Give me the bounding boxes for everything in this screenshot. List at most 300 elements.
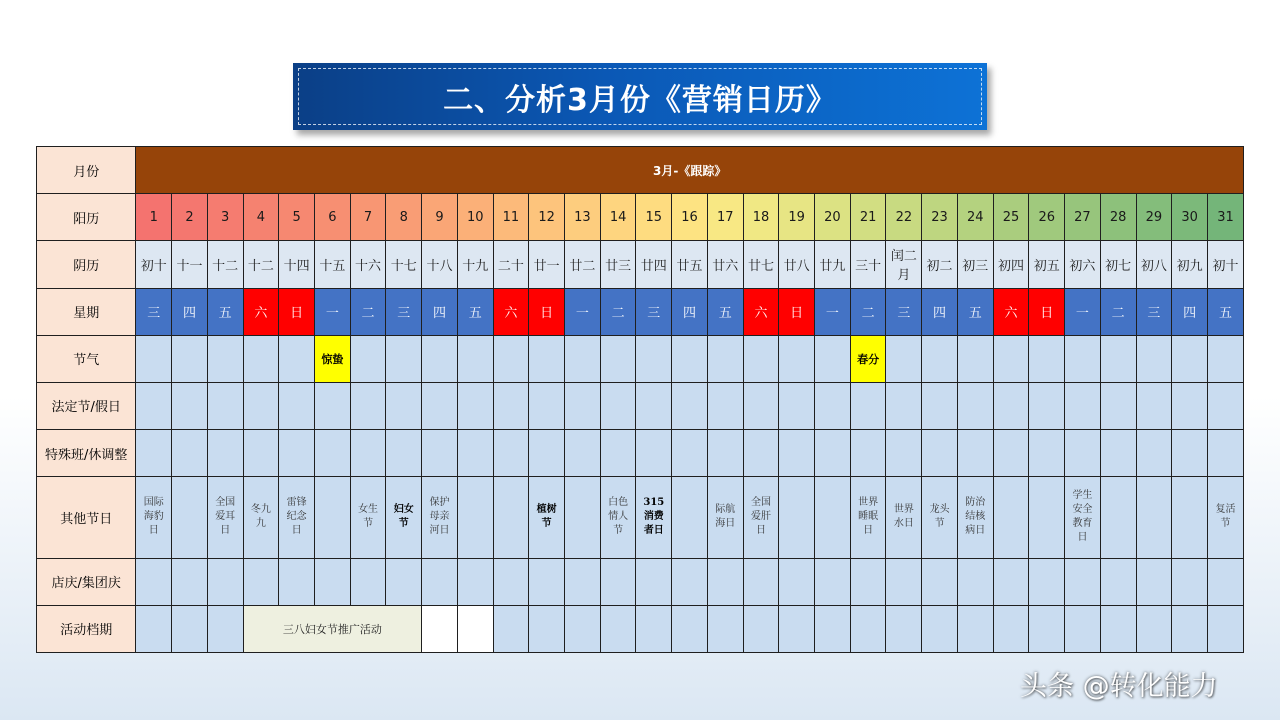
marketing-calendar-table (36, 146, 1244, 653)
festival-label: 防治结核病日 (965, 497, 986, 537)
festival-label: 全国爱肝日 (750, 497, 771, 537)
solar-term-cell (636, 335, 672, 382)
festival-cell (386, 477, 422, 558)
campaign-cell (1136, 605, 1172, 652)
row-label-other-festivals: 其他节日 (37, 477, 136, 558)
festival-cell (314, 477, 350, 558)
festival-label: 冬九九 (250, 504, 271, 530)
solar-date-cell: 22 (886, 194, 922, 241)
holiday-cell (207, 382, 243, 429)
campaign-cell (636, 605, 672, 652)
holiday-cell (457, 382, 493, 429)
workday-cell (922, 430, 958, 477)
festival-cell (993, 477, 1029, 558)
festival-label: 全国爱耳日 (215, 497, 236, 537)
row-weekday (37, 288, 1244, 335)
anniversary-cell (1136, 558, 1172, 605)
festival-cell (172, 477, 208, 558)
weekday-cell: 六 (243, 288, 279, 335)
lunar-date-cell: 初四 (993, 241, 1029, 288)
campaign-cell (707, 605, 743, 652)
title-banner (293, 63, 987, 130)
holiday-cell (243, 382, 279, 429)
campaign-cell (207, 605, 243, 652)
anniversary-cell (422, 558, 458, 605)
anniversary-cell (850, 558, 886, 605)
festival-label: 世界睡眠日 (858, 497, 879, 537)
solar-term-cell (136, 335, 172, 382)
row-month (37, 147, 1244, 194)
holiday-cell (815, 382, 851, 429)
solar-date-cell: 28 (1100, 194, 1136, 241)
festival-label: 世界水日 (893, 504, 914, 530)
workday-cell (850, 430, 886, 477)
solar-date-cell: 17 (707, 194, 743, 241)
lunar-date-cell: 十八 (422, 241, 458, 288)
holiday-cell (1100, 382, 1136, 429)
campaign-cell (957, 605, 993, 652)
campaign-cell (922, 605, 958, 652)
anniversary-cell (207, 558, 243, 605)
solar-term-cell (1172, 335, 1208, 382)
solar-date-cell: 1 (136, 194, 172, 241)
lunar-date-cell: 廿二 (565, 241, 601, 288)
workday-cell (957, 430, 993, 477)
campaign-cell (672, 605, 708, 652)
lunar-date-cell: 初六 (1065, 241, 1101, 288)
holiday-cell (886, 382, 922, 429)
row-label-campaign: 活动档期 (37, 605, 136, 652)
weekday-cell: 四 (922, 288, 958, 335)
weekday-cell: 二 (850, 288, 886, 335)
solar-date-cell: 11 (493, 194, 529, 241)
festival-cell (707, 477, 743, 558)
weekday-cell: 一 (314, 288, 350, 335)
workday-cell (815, 430, 851, 477)
row-label-solar-term: 节气 (37, 335, 136, 382)
weekday-cell: 五 (707, 288, 743, 335)
anniversary-cell (279, 558, 315, 605)
weekday-cell: 五 (1207, 288, 1243, 335)
row-campaign (37, 605, 1244, 652)
solar-term-cell (350, 335, 386, 382)
festival-cell (957, 477, 993, 558)
festival-cell (1207, 477, 1243, 558)
solar-date-cell: 15 (636, 194, 672, 241)
solar-date-cell: 24 (957, 194, 993, 241)
campaign-cell (993, 605, 1029, 652)
workday-cell (707, 430, 743, 477)
festival-cell (636, 477, 672, 558)
weekday-cell: 四 (172, 288, 208, 335)
festival-label: 植树节 (536, 504, 557, 530)
anniversary-cell (314, 558, 350, 605)
festival-cell (422, 477, 458, 558)
anniversary-cell (815, 558, 851, 605)
lunar-date-cell: 十一 (172, 241, 208, 288)
solar-date-cell: 6 (314, 194, 350, 241)
anniversary-cell (1065, 558, 1101, 605)
festival-cell (279, 477, 315, 558)
campaign-cell (815, 605, 851, 652)
lunar-date-cell: 十九 (457, 241, 493, 288)
lunar-date-cell: 廿九 (815, 241, 851, 288)
solar-term-cell (922, 335, 958, 382)
anniversary-cell (1172, 558, 1208, 605)
workday-cell (1207, 430, 1243, 477)
campaign-cell (1100, 605, 1136, 652)
lunar-date-cell: 廿一 (529, 241, 565, 288)
holiday-cell (993, 382, 1029, 429)
workday-cell (600, 430, 636, 477)
campaign-cell (422, 605, 458, 652)
festival-cell (207, 477, 243, 558)
row-workday (37, 430, 1244, 477)
weekday-cell: 一 (565, 288, 601, 335)
workday-cell (636, 430, 672, 477)
anniversary-cell (922, 558, 958, 605)
solar-date-cell: 7 (350, 194, 386, 241)
workday-cell (207, 430, 243, 477)
anniversary-cell (529, 558, 565, 605)
anniversary-cell (457, 558, 493, 605)
weekday-cell: 六 (493, 288, 529, 335)
solar-date-cell: 21 (850, 194, 886, 241)
solar-term-cell (207, 335, 243, 382)
solar-term-cell: 惊蛰 (314, 335, 350, 382)
holiday-cell (1029, 382, 1065, 429)
holiday-cell (565, 382, 601, 429)
workday-cell (314, 430, 350, 477)
anniversary-cell (886, 558, 922, 605)
workday-cell (172, 430, 208, 477)
anniversary-cell (672, 558, 708, 605)
weekday-cell: 一 (815, 288, 851, 335)
workday-cell (386, 430, 422, 477)
holiday-cell (743, 382, 779, 429)
festival-cell (600, 477, 636, 558)
holiday-cell (529, 382, 565, 429)
anniversary-cell (1029, 558, 1065, 605)
lunar-date-cell: 廿三 (600, 241, 636, 288)
workday-cell (350, 430, 386, 477)
row-label-weekday: 星期 (37, 288, 136, 335)
holiday-cell (350, 382, 386, 429)
solar-term-cell (600, 335, 636, 382)
festival-cell (672, 477, 708, 558)
festival-cell (1136, 477, 1172, 558)
solar-date-cell: 2 (172, 194, 208, 241)
anniversary-cell (1100, 558, 1136, 605)
anniversary-cell (600, 558, 636, 605)
row-other-festivals (37, 477, 1244, 558)
campaign-cell (886, 605, 922, 652)
weekday-cell: 六 (993, 288, 1029, 335)
campaign-cell (493, 605, 529, 652)
weekday-cell: 五 (457, 288, 493, 335)
solar-term-cell (886, 335, 922, 382)
holiday-cell (922, 382, 958, 429)
holiday-cell (779, 382, 815, 429)
festival-cell (1100, 477, 1136, 558)
weekday-cell: 四 (672, 288, 708, 335)
festival-cell (1172, 477, 1208, 558)
row-label-month: 月份 (37, 147, 136, 194)
workday-cell (1065, 430, 1101, 477)
weekday-cell: 五 (207, 288, 243, 335)
festival-label: 雷锋纪念日 (286, 497, 307, 537)
lunar-date-cell: 十二 (207, 241, 243, 288)
holiday-cell (672, 382, 708, 429)
weekday-cell: 四 (1172, 288, 1208, 335)
lunar-date-cell: 初八 (1136, 241, 1172, 288)
workday-cell (529, 430, 565, 477)
festival-cell (815, 477, 851, 558)
holiday-cell (422, 382, 458, 429)
festival-label: 复活节 (1215, 504, 1236, 530)
weekday-cell: 二 (350, 288, 386, 335)
weekday-cell: 三 (636, 288, 672, 335)
holiday-cell (636, 382, 672, 429)
lunar-date-cell: 十六 (350, 241, 386, 288)
weekday-cell: 一 (1065, 288, 1101, 335)
solar-date-cell: 18 (743, 194, 779, 241)
solar-date-cell: 23 (922, 194, 958, 241)
solar-date-cell: 12 (529, 194, 565, 241)
solar-term-cell (243, 335, 279, 382)
workday-cell (243, 430, 279, 477)
weekday-cell: 三 (136, 288, 172, 335)
weekday-cell: 二 (1100, 288, 1136, 335)
festival-label: 女生节 (358, 504, 379, 530)
campaign-cell (600, 605, 636, 652)
solar-date-cell: 19 (779, 194, 815, 241)
campaign-cell (779, 605, 815, 652)
solar-term-cell (279, 335, 315, 382)
watermark: 头条 @转化能力 (1020, 671, 1218, 702)
row-label-solar: 阳历 (37, 194, 136, 241)
lunar-date-cell: 廿四 (636, 241, 672, 288)
lunar-date-cell: 十七 (386, 241, 422, 288)
weekday-cell: 日 (279, 288, 315, 335)
solar-date-cell: 31 (1207, 194, 1243, 241)
anniversary-cell (957, 558, 993, 605)
solar-term-cell (422, 335, 458, 382)
solar-date-cell: 4 (243, 194, 279, 241)
festival-cell (350, 477, 386, 558)
solar-date-cell: 9 (422, 194, 458, 241)
solar-term-cell (1136, 335, 1172, 382)
lunar-date-cell: 十二 (243, 241, 279, 288)
solar-term-cell (957, 335, 993, 382)
festival-label: 妇女节 (393, 504, 414, 530)
anniversary-cell (743, 558, 779, 605)
holiday-cell (172, 382, 208, 429)
solar-date-cell: 25 (993, 194, 1029, 241)
row-anniversary (37, 558, 1244, 605)
holiday-cell (1065, 382, 1101, 429)
row-holiday (37, 382, 1244, 429)
festival-cell (850, 477, 886, 558)
anniversary-cell (779, 558, 815, 605)
row-label-lunar: 阴历 (37, 241, 136, 288)
workday-cell (886, 430, 922, 477)
campaign-cell (529, 605, 565, 652)
anniversary-cell (707, 558, 743, 605)
lunar-date-cell: 廿六 (707, 241, 743, 288)
campaign-cell (172, 605, 208, 652)
lunar-date-cell: 二十 (493, 241, 529, 288)
anniversary-cell (1207, 558, 1243, 605)
lunar-date-cell: 三十 (850, 241, 886, 288)
festival-label: 国际海豹日 (143, 497, 164, 537)
anniversary-cell (350, 558, 386, 605)
workday-cell (457, 430, 493, 477)
festival-label: 白色情人节 (608, 497, 629, 537)
campaign-cell (1172, 605, 1208, 652)
campaign-cell (1065, 605, 1101, 652)
festival-label: 保护母亲河日 (429, 497, 450, 537)
weekday-cell: 日 (779, 288, 815, 335)
workday-cell (993, 430, 1029, 477)
festival-cell (529, 477, 565, 558)
festival-cell (1029, 477, 1065, 558)
holiday-cell (850, 382, 886, 429)
solar-date-cell: 10 (457, 194, 493, 241)
workday-cell (1172, 430, 1208, 477)
weekday-cell: 二 (600, 288, 636, 335)
workday-cell (422, 430, 458, 477)
weekday-cell: 三 (1136, 288, 1172, 335)
holiday-cell (314, 382, 350, 429)
lunar-date-cell: 廿五 (672, 241, 708, 288)
workday-cell (1029, 430, 1065, 477)
campaign-cell (565, 605, 601, 652)
anniversary-cell (172, 558, 208, 605)
anniversary-cell (636, 558, 672, 605)
solar-date-cell: 27 (1065, 194, 1101, 241)
lunar-date-cell: 初九 (1172, 241, 1208, 288)
solar-term-cell (1065, 335, 1101, 382)
holiday-cell (386, 382, 422, 429)
workday-cell (1100, 430, 1136, 477)
weekday-cell: 六 (743, 288, 779, 335)
festival-label: 龙头节 (929, 504, 950, 530)
solar-date-cell: 30 (1172, 194, 1208, 241)
solar-date-cell: 20 (815, 194, 851, 241)
lunar-date-cell: 廿七 (743, 241, 779, 288)
solar-date-cell: 3 (207, 194, 243, 241)
festival-label: 际航海日 (715, 504, 736, 530)
solar-term-cell (672, 335, 708, 382)
solar-term-cell (457, 335, 493, 382)
solar-term-cell (707, 335, 743, 382)
workday-cell (779, 430, 815, 477)
row-label-holiday: 法定节/假日 (37, 382, 136, 429)
solar-date-cell: 14 (600, 194, 636, 241)
holiday-cell (600, 382, 636, 429)
solar-term-cell (1207, 335, 1243, 382)
lunar-date-cell: 初十 (1207, 241, 1243, 288)
row-solar (37, 194, 1244, 241)
row-lunar (37, 241, 1244, 288)
month-banner: 3月-《跟踪》 (136, 147, 1244, 194)
solar-date-cell: 8 (386, 194, 422, 241)
solar-term-cell (1100, 335, 1136, 382)
solar-term-cell (386, 335, 422, 382)
row-label-anniversary: 店庆/集团庆 (37, 558, 136, 605)
workday-cell (565, 430, 601, 477)
festival-cell (243, 477, 279, 558)
lunar-date-cell: 廿八 (779, 241, 815, 288)
solar-date-cell: 13 (565, 194, 601, 241)
anniversary-cell (136, 558, 172, 605)
campaign-event-cell: 三八妇女节推广活动 (243, 605, 422, 652)
lunar-date-cell: 十五 (314, 241, 350, 288)
solar-term-cell (565, 335, 601, 382)
weekday-cell: 四 (422, 288, 458, 335)
lunar-date-cell: 初二 (922, 241, 958, 288)
solar-date-cell: 29 (1136, 194, 1172, 241)
festival-label: 学生安全教育日 (1072, 490, 1093, 544)
solar-term-cell (172, 335, 208, 382)
anniversary-cell (386, 558, 422, 605)
solar-term-cell (993, 335, 1029, 382)
row-label-workday: 特殊班/休调整 (37, 430, 136, 477)
campaign-cell (457, 605, 493, 652)
festival-cell (136, 477, 172, 558)
festival-cell (922, 477, 958, 558)
anniversary-cell (243, 558, 279, 605)
holiday-cell (707, 382, 743, 429)
workday-cell (136, 430, 172, 477)
weekday-cell: 日 (529, 288, 565, 335)
solar-date-cell: 26 (1029, 194, 1065, 241)
holiday-cell (1172, 382, 1208, 429)
row-solar-term (37, 335, 1244, 382)
lunar-date-cell: 十四 (279, 241, 315, 288)
lunar-date-cell: 初十 (136, 241, 172, 288)
solar-term-cell (1029, 335, 1065, 382)
weekday-cell: 日 (1029, 288, 1065, 335)
weekday-cell: 五 (957, 288, 993, 335)
solar-term-cell (743, 335, 779, 382)
anniversary-cell (993, 558, 1029, 605)
weekday-cell: 三 (386, 288, 422, 335)
solar-date-cell: 5 (279, 194, 315, 241)
festival-cell (1065, 477, 1101, 558)
campaign-cell (136, 605, 172, 652)
anniversary-cell (493, 558, 529, 605)
workday-cell (279, 430, 315, 477)
campaign-cell (1029, 605, 1065, 652)
campaign-cell (743, 605, 779, 652)
solar-term-cell (529, 335, 565, 382)
lunar-date-cell: 初五 (1029, 241, 1065, 288)
workday-cell (672, 430, 708, 477)
workday-cell (493, 430, 529, 477)
weekday-cell: 三 (886, 288, 922, 335)
lunar-date-cell: 闰二月 (886, 241, 922, 288)
holiday-cell (957, 382, 993, 429)
workday-cell (743, 430, 779, 477)
solar-term-cell (815, 335, 851, 382)
campaign-cell (1207, 605, 1243, 652)
campaign-cell (850, 605, 886, 652)
anniversary-cell (565, 558, 601, 605)
holiday-cell (279, 382, 315, 429)
festival-cell (743, 477, 779, 558)
